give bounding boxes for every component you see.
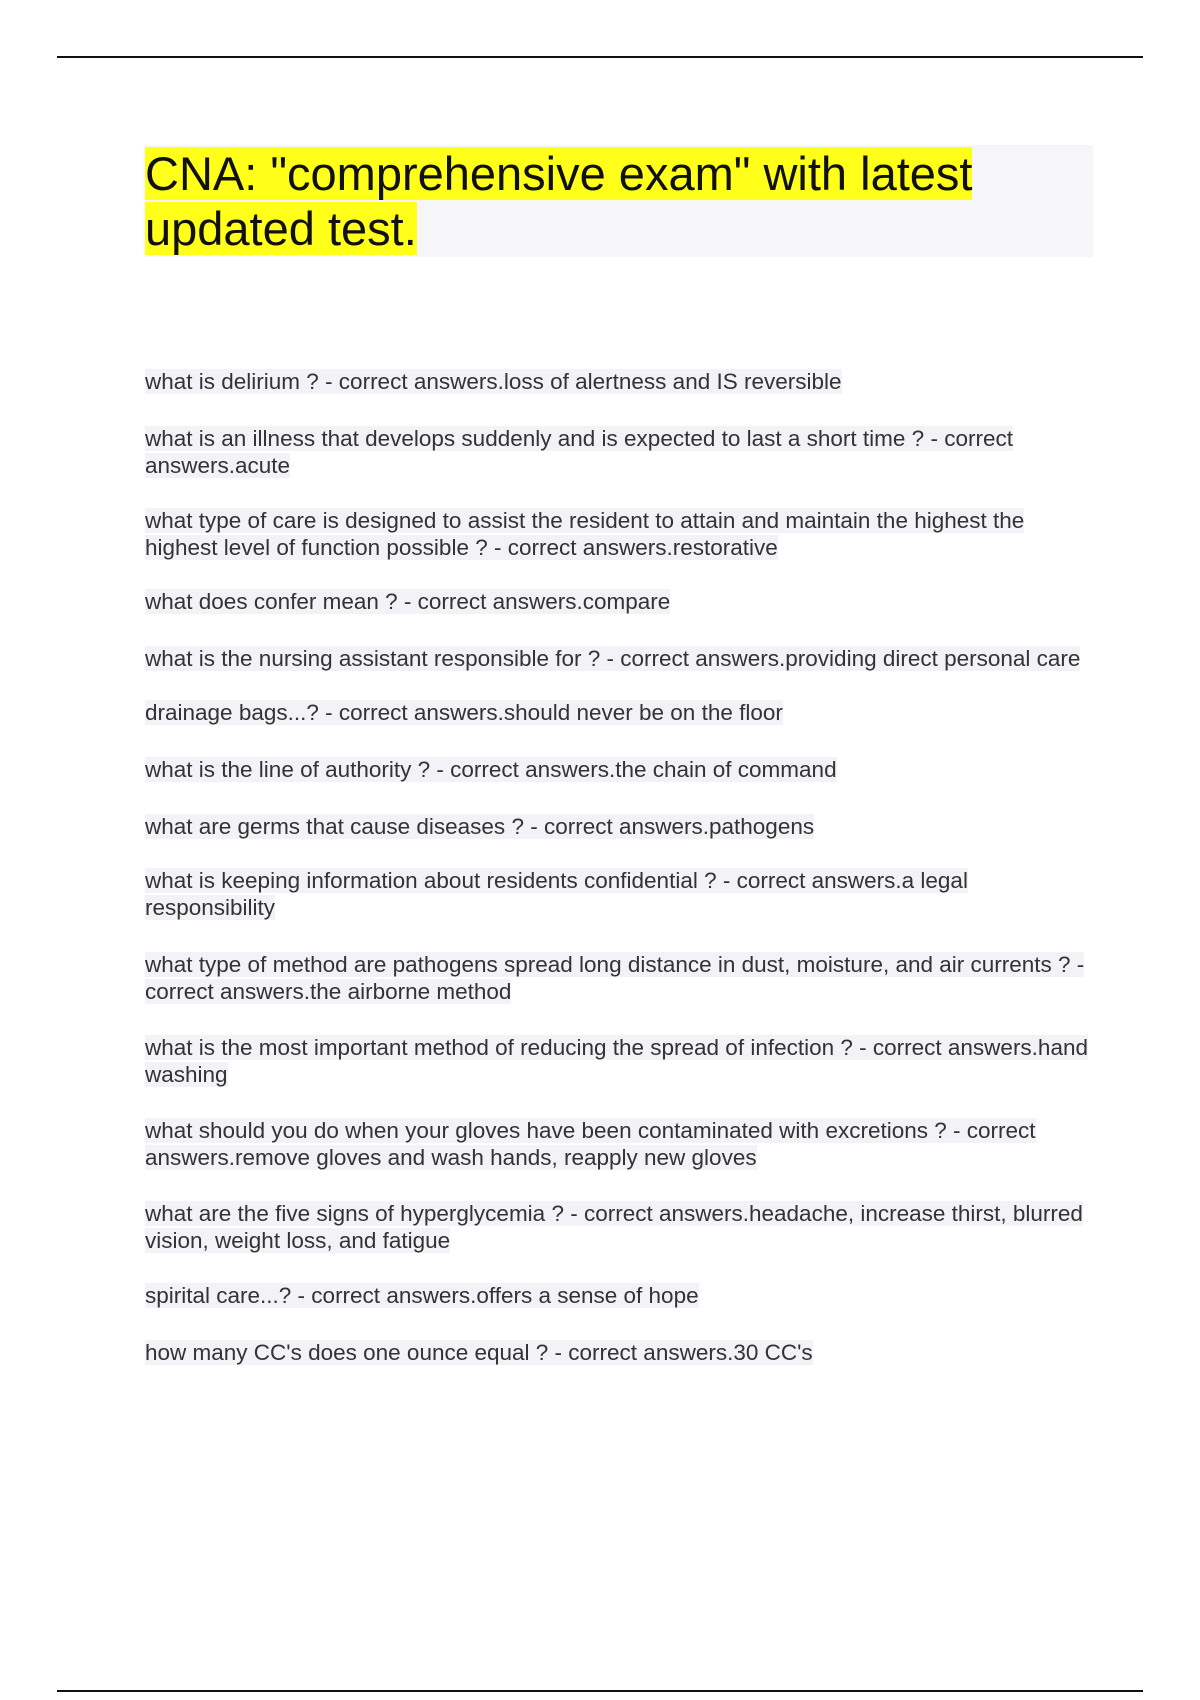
qa-item-text: what are germs that cause diseases ? - correct answers.pathogens bbox=[145, 814, 815, 839]
qa-item bbox=[145, 368, 1095, 395]
qa-item-text: what are the five signs of hyperglycemia ? - correct answers.headache, increase thirst, blurred vision, weight loss, and fatigue bbox=[145, 1201, 1083, 1253]
qa-item bbox=[145, 1117, 1095, 1171]
qa-item bbox=[145, 756, 1095, 783]
top-rule bbox=[57, 56, 1143, 58]
qa-item-text: what does confer mean ? - correct answers.compare bbox=[145, 589, 671, 614]
qa-item-text: what is the nursing assistant responsible for ? - correct answers.providing direct personal care bbox=[145, 646, 1081, 671]
qa-item-text: what is the line of authority ? - correct answers.the chain of command bbox=[145, 757, 837, 782]
qa-item bbox=[145, 645, 1095, 672]
qa-item-text: what is keeping information about residents confidential ? - correct answers.a legal responsibility bbox=[145, 868, 968, 920]
qa-item bbox=[145, 588, 1095, 615]
qa-item bbox=[145, 813, 1095, 840]
qa-item bbox=[145, 699, 1095, 726]
qa-item-text: what type of method are pathogens spread long distance in dust, moisture, and air currents ? - correct answers.the airborne method bbox=[145, 952, 1085, 1004]
qa-item-text: what type of care is designed to assist the resident to attain and maintain the highest the highest level of function possible ? - correct answers.restorative bbox=[145, 508, 1025, 560]
qa-item-text: drainage bags...? - correct answers.should never be on the floor bbox=[145, 700, 783, 725]
question-answer-list bbox=[145, 368, 1095, 1366]
qa-item-text: what is the most important method of reducing the spread of infection ? - correct answers.hand washing bbox=[145, 1035, 1088, 1087]
qa-item bbox=[145, 1034, 1095, 1088]
qa-item bbox=[145, 951, 1095, 1005]
qa-item bbox=[145, 1282, 1095, 1309]
qa-item bbox=[145, 1339, 1095, 1366]
qa-item-text: how many CC's does one ounce equal ? - correct answers.30 CC's bbox=[145, 1340, 813, 1365]
qa-item-text: what is an illness that develops suddenly and is expected to last a short time ? - correct answers.acute bbox=[145, 426, 1013, 478]
qa-item bbox=[145, 867, 1095, 921]
qa-item-text: spirital care...? - correct answers.offers a sense of hope bbox=[145, 1283, 699, 1308]
qa-item-text: what should you do when your gloves have been contaminated with excretions ? - correct answers.remove gloves and wash hands, reapply new gloves bbox=[145, 1118, 1036, 1170]
document-title-text: CNA: "comprehensive exam" with latest updated test. bbox=[145, 147, 973, 255]
qa-item bbox=[145, 1200, 1095, 1254]
qa-item-text: what is delirium ? - correct answers.loss of alertness and IS reversible bbox=[145, 369, 842, 394]
title-block bbox=[145, 145, 1093, 257]
bottom-rule bbox=[57, 1690, 1143, 1692]
qa-item bbox=[145, 507, 1095, 561]
qa-item bbox=[145, 425, 1095, 479]
document-title bbox=[145, 145, 1093, 256]
